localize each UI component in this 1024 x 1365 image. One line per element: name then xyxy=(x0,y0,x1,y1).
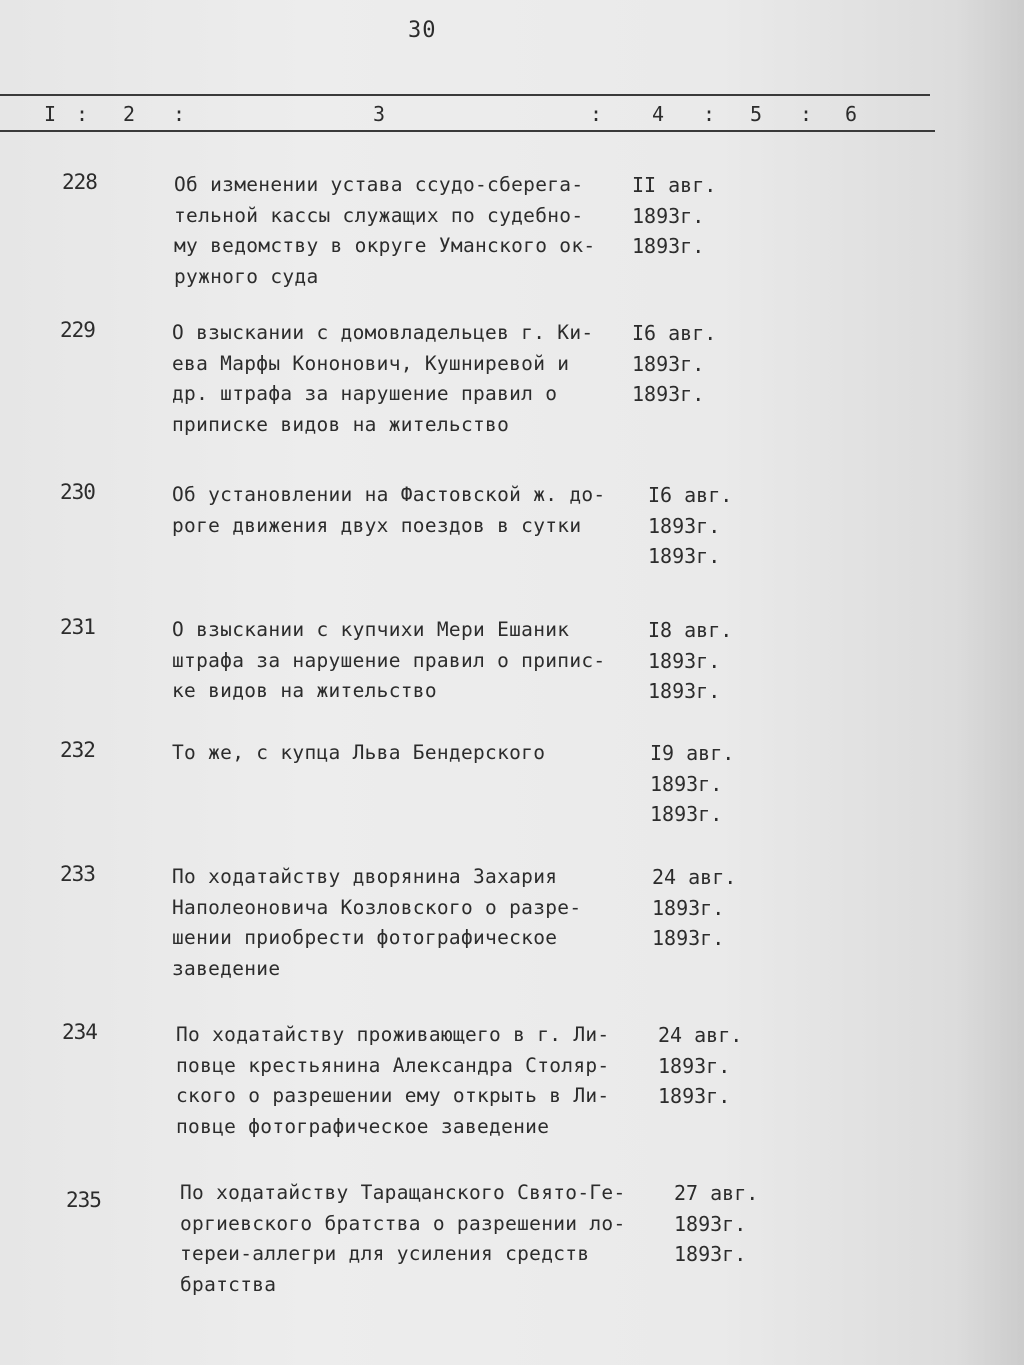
entry-description xyxy=(180,1178,640,1300)
column-header-4: 4 xyxy=(652,102,665,126)
entry-dates xyxy=(674,1178,758,1270)
column-separator: : xyxy=(800,102,813,126)
entry-description xyxy=(172,738,632,769)
entry-date: II авг. xyxy=(632,173,717,197)
entry-number: 232 xyxy=(60,738,95,762)
entry-text-line: му ведомству в округе Уманского ок- xyxy=(174,234,596,257)
entry-dates xyxy=(648,615,732,707)
page-number: 30 xyxy=(408,18,437,43)
entry-date: I6 авг. xyxy=(632,321,717,345)
entry-text-line: Наполеоновича Козловского о разре- xyxy=(172,895,582,919)
entry-start-year: 1893г. xyxy=(632,351,705,376)
entry-text-line: др. штрафа за нарушение правил о xyxy=(172,382,558,405)
entry-text-line: повце крестьянина Александра Столяр- xyxy=(176,1053,610,1077)
entry-end-year: 1893г. xyxy=(650,802,723,826)
entry-text-line: шении приобрести фотографическое xyxy=(172,926,558,949)
entry-text-line: ского о разрешении ему открыть в Ли- xyxy=(176,1084,610,1107)
entry-dates xyxy=(632,170,716,262)
entry-end-year: 1893г. xyxy=(632,382,705,406)
entry-dates xyxy=(658,1020,742,1112)
entry-text-line: По ходатайству дворянина Захария xyxy=(172,865,558,888)
entry-text-line: тельной кассы служащих по судебно- xyxy=(174,203,584,227)
entry-date: I9 авг. xyxy=(650,741,735,765)
entry-date: 24 авг. xyxy=(658,1023,743,1047)
entry-text-line: повце фотографическое заведение xyxy=(176,1114,550,1138)
entry-text-line: штрафа за нарушение правил о припис- xyxy=(172,648,606,672)
entry-text-line: заведение xyxy=(172,956,281,980)
column-separator: : xyxy=(703,102,716,126)
entry-dates xyxy=(652,862,736,954)
column-header-3: 3 xyxy=(373,102,386,126)
entry-text-line: роге движения двух поездов в сутки xyxy=(172,513,582,537)
entry-text-line: ке видов на жительство xyxy=(172,679,437,702)
entry-number: 229 xyxy=(60,318,95,342)
entry-date: I6 авг. xyxy=(648,483,733,507)
column-header-6: 6 xyxy=(845,102,858,126)
entry-dates xyxy=(632,318,716,410)
entry-text-line: ружного суда xyxy=(174,264,319,288)
entry-start-year: 1893г. xyxy=(650,771,723,796)
entry-description xyxy=(172,615,632,707)
column-separator: : xyxy=(173,102,186,126)
entry-end-year: 1893г. xyxy=(658,1084,731,1108)
column-header-2: 2 xyxy=(123,102,136,126)
entry-description xyxy=(172,480,632,541)
entry-end-year: 1893г. xyxy=(632,234,705,258)
entry-start-year: 1893г. xyxy=(648,648,721,673)
entry-date: 27 авг. xyxy=(674,1181,759,1205)
entry-number: 230 xyxy=(60,480,95,504)
entry-start-year: 1893г. xyxy=(658,1053,731,1078)
entry-text-line: То же, с купца Льва Бендерского xyxy=(172,741,546,764)
entry-start-year: 1893г. xyxy=(632,203,705,228)
entry-date: I8 авг. xyxy=(648,618,733,642)
entry-text-line: О взыскании с купчихи Мери Ешаник xyxy=(172,618,570,641)
column-header-1: I xyxy=(44,102,57,126)
entry-number: 234 xyxy=(62,1020,97,1044)
entry-end-year: 1893г. xyxy=(648,679,721,703)
entry-start-year: 1893г. xyxy=(674,1211,747,1236)
entry-description xyxy=(174,170,634,292)
entry-description xyxy=(172,862,632,984)
entry-text-line: ева Марфы Кононович, Кушниревой и xyxy=(172,351,570,375)
entry-date: 24 авг. xyxy=(652,865,737,889)
entry-text-line: приписке видов на жительство xyxy=(172,412,510,436)
entry-dates xyxy=(648,480,732,572)
entry-text-line: тереи-аллегри для усиления средств xyxy=(180,1242,590,1265)
entry-start-year: 1893г. xyxy=(648,513,721,538)
header-top-rule xyxy=(0,94,930,96)
entry-start-year: 1893г. xyxy=(652,895,725,920)
entry-text-line: Об установлении на Фастовской ж. до- xyxy=(172,483,606,506)
entry-number: 231 xyxy=(60,615,95,639)
entry-text-line: По ходатайству проживающего в г. Ли- xyxy=(176,1023,610,1046)
entry-end-year: 1893г. xyxy=(648,544,721,568)
entry-text-line: О взыскании с домовладельцев г. Ки- xyxy=(172,321,594,344)
entry-text-line: оргиевского братства о разрешении ло- xyxy=(180,1211,626,1235)
entry-end-year: 1893г. xyxy=(652,926,725,950)
column-separator: : xyxy=(76,102,89,126)
entry-number: 233 xyxy=(60,862,95,886)
entry-dates xyxy=(650,738,734,830)
header-bottom-rule xyxy=(0,130,935,132)
column-header-5: 5 xyxy=(750,102,763,126)
entry-text-line: По ходатайству Таращанского Свято-Ге- xyxy=(180,1181,626,1204)
entry-number: 228 xyxy=(62,170,97,194)
entry-number: 235 xyxy=(66,1188,101,1212)
entry-description xyxy=(176,1020,636,1142)
entry-end-year: 1893г. xyxy=(674,1242,747,1266)
entry-text-line: Об изменении устава ссудо-сберега- xyxy=(174,173,584,196)
entry-description xyxy=(172,318,632,440)
entry-text-line: братства xyxy=(180,1272,277,1296)
column-separator: : xyxy=(590,102,603,126)
